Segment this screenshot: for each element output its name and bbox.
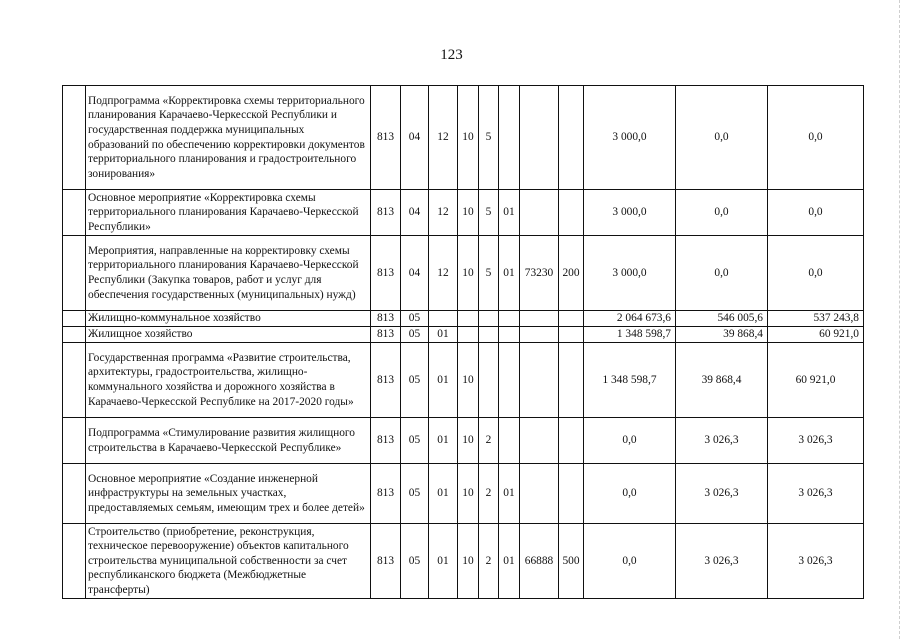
empty-cell	[63, 343, 86, 418]
rz-code: 05	[401, 327, 429, 343]
amount-year-1: 2 064 673,6	[584, 311, 676, 327]
amount-year-2: 0,0	[676, 86, 768, 190]
table-row	[63, 524, 864, 599]
rz-code: 05	[401, 524, 429, 599]
subprogram-code	[479, 311, 499, 327]
vr-code	[559, 190, 584, 236]
row-name: Жилищное хозяйство	[86, 327, 371, 343]
gr-code: 813	[371, 86, 401, 190]
row-name: Подпрограмма «Корректировка схемы территориального планирования Карачаево-Черкесской Республики и государственная поддержка муниципальных образований по обеспечению корректировки документов территориального планирования и градостроительного зонирования»	[86, 86, 371, 190]
direction-code: 73230	[520, 236, 559, 311]
amount-year-3: 60 921,0	[768, 327, 864, 343]
vr-code: 200	[559, 236, 584, 311]
activity-code	[499, 418, 520, 464]
program-code	[458, 311, 479, 327]
budget-table	[62, 85, 864, 599]
amount-year-3: 0,0	[768, 86, 864, 190]
row-name: Мероприятия, направленные на корректировку схемы территориального планирования Карачаево-Черкесской Республики (Закупка товаров, работ и услуг для обеспечения государственных (муниципальных) нужд)	[86, 236, 371, 311]
vr-code	[559, 327, 584, 343]
program-code: 10	[458, 86, 479, 190]
table-row	[63, 418, 864, 464]
subprogram-code: 5	[479, 236, 499, 311]
amount-year-1: 0,0	[584, 418, 676, 464]
empty-cell	[63, 190, 86, 236]
amount-year-1: 3 000,0	[584, 190, 676, 236]
row-name: Жилищно-коммунальное хозяйство	[86, 311, 371, 327]
amount-year-2: 3 026,3	[676, 464, 768, 524]
table-row	[63, 327, 864, 343]
amount-year-3: 0,0	[768, 236, 864, 311]
vr-code	[559, 418, 584, 464]
subprogram-code	[479, 327, 499, 343]
rz-code: 05	[401, 311, 429, 327]
program-code: 10	[458, 418, 479, 464]
table-row	[63, 464, 864, 524]
empty-cell	[63, 418, 86, 464]
subprogram-code: 2	[479, 524, 499, 599]
pr-code: 01	[429, 418, 458, 464]
amount-year-3: 3 026,3	[768, 418, 864, 464]
vr-code	[559, 343, 584, 418]
gr-code: 813	[371, 311, 401, 327]
vr-code	[559, 464, 584, 524]
direction-code	[520, 190, 559, 236]
direction-code	[520, 343, 559, 418]
activity-code	[499, 86, 520, 190]
pr-code: 12	[429, 190, 458, 236]
row-name: Государственная программа «Развитие строительства, архитектуры, градостроительства, жилищно-коммунального хозяйства и дорожного хозяйства в Карачаево-Черкесской Республике на 2017-2020 годы»	[86, 343, 371, 418]
row-name: Основное мероприятие «Создание инженерной инфраструктуры на земельных участках, предоставляемых семьям, имеющим трех и более детей»	[86, 464, 371, 524]
amount-year-1: 1 348 598,7	[584, 343, 676, 418]
amount-year-3: 60 921,0	[768, 343, 864, 418]
amount-year-1: 0,0	[584, 524, 676, 599]
scan-edge	[899, 0, 903, 639]
gr-code: 813	[371, 327, 401, 343]
subprogram-code: 2	[479, 418, 499, 464]
empty-cell	[63, 311, 86, 327]
amount-year-3: 3 026,3	[768, 524, 864, 599]
rz-code: 05	[401, 418, 429, 464]
amount-year-1: 1 348 598,7	[584, 327, 676, 343]
gr-code: 813	[371, 343, 401, 418]
direction-code	[520, 464, 559, 524]
rz-code: 05	[401, 464, 429, 524]
program-code: 10	[458, 524, 479, 599]
table-row	[63, 236, 864, 311]
table-row	[63, 86, 864, 190]
empty-cell	[63, 327, 86, 343]
subprogram-code: 2	[479, 464, 499, 524]
subprogram-code: 5	[479, 190, 499, 236]
pr-code: 01	[429, 524, 458, 599]
amount-year-2: 39 868,4	[676, 327, 768, 343]
activity-code: 01	[499, 236, 520, 311]
pr-code: 12	[429, 236, 458, 311]
direction-code: 66888	[520, 524, 559, 599]
program-code: 10	[458, 343, 479, 418]
direction-code	[520, 418, 559, 464]
amount-year-2: 546 005,6	[676, 311, 768, 327]
direction-code	[520, 311, 559, 327]
vr-code: 500	[559, 524, 584, 599]
vr-code	[559, 86, 584, 190]
pr-code: 12	[429, 86, 458, 190]
pr-code: 01	[429, 343, 458, 418]
pr-code: 01	[429, 464, 458, 524]
subprogram-code	[479, 343, 499, 418]
amount-year-1: 0,0	[584, 464, 676, 524]
pr-code: 01	[429, 327, 458, 343]
amount-year-2: 0,0	[676, 190, 768, 236]
activity-code: 01	[499, 190, 520, 236]
table-row	[63, 343, 864, 418]
row-name: Строительство (приобретение, реконструкция, техническое перевооружение) объектов капитального строительства муниципальной собственности за счет республиканского бюджета (Межбюджетные трансферты)	[86, 524, 371, 599]
table-row	[63, 190, 864, 236]
pr-code	[429, 311, 458, 327]
rz-code: 04	[401, 236, 429, 311]
rz-code: 04	[401, 190, 429, 236]
amount-year-2: 3 026,3	[676, 418, 768, 464]
activity-code	[499, 327, 520, 343]
program-code	[458, 327, 479, 343]
empty-cell	[63, 86, 86, 190]
program-code: 10	[458, 190, 479, 236]
direction-code	[520, 327, 559, 343]
direction-code	[520, 86, 559, 190]
row-name: Подпрограмма «Стимулирование развития жилищного строительства в Карачаево-Черкесской Республике»	[86, 418, 371, 464]
amount-year-1: 3 000,0	[584, 236, 676, 311]
amount-year-3: 537 243,8	[768, 311, 864, 327]
empty-cell	[63, 464, 86, 524]
gr-code: 813	[371, 418, 401, 464]
activity-code: 01	[499, 524, 520, 599]
row-name: Основное мероприятие «Корректировка схемы территориального планирования Карачаево-Черкесской Республики»	[86, 190, 371, 236]
gr-code: 813	[371, 464, 401, 524]
gr-code: 813	[371, 190, 401, 236]
amount-year-2: 39 868,4	[676, 343, 768, 418]
program-code: 10	[458, 236, 479, 311]
empty-cell	[63, 236, 86, 311]
activity-code	[499, 343, 520, 418]
rz-code: 04	[401, 86, 429, 190]
amount-year-1: 3 000,0	[584, 86, 676, 190]
rz-code: 05	[401, 343, 429, 418]
amount-year-3: 0,0	[768, 190, 864, 236]
amount-year-2: 0,0	[676, 236, 768, 311]
activity-code	[499, 311, 520, 327]
vr-code	[559, 311, 584, 327]
table-row	[63, 311, 864, 327]
amount-year-2: 3 026,3	[676, 524, 768, 599]
amount-year-3: 3 026,3	[768, 464, 864, 524]
gr-code: 813	[371, 236, 401, 311]
gr-code: 813	[371, 524, 401, 599]
empty-cell	[63, 524, 86, 599]
subprogram-code: 5	[479, 86, 499, 190]
activity-code: 01	[499, 464, 520, 524]
program-code: 10	[458, 464, 479, 524]
page-number: 123	[440, 47, 463, 63]
